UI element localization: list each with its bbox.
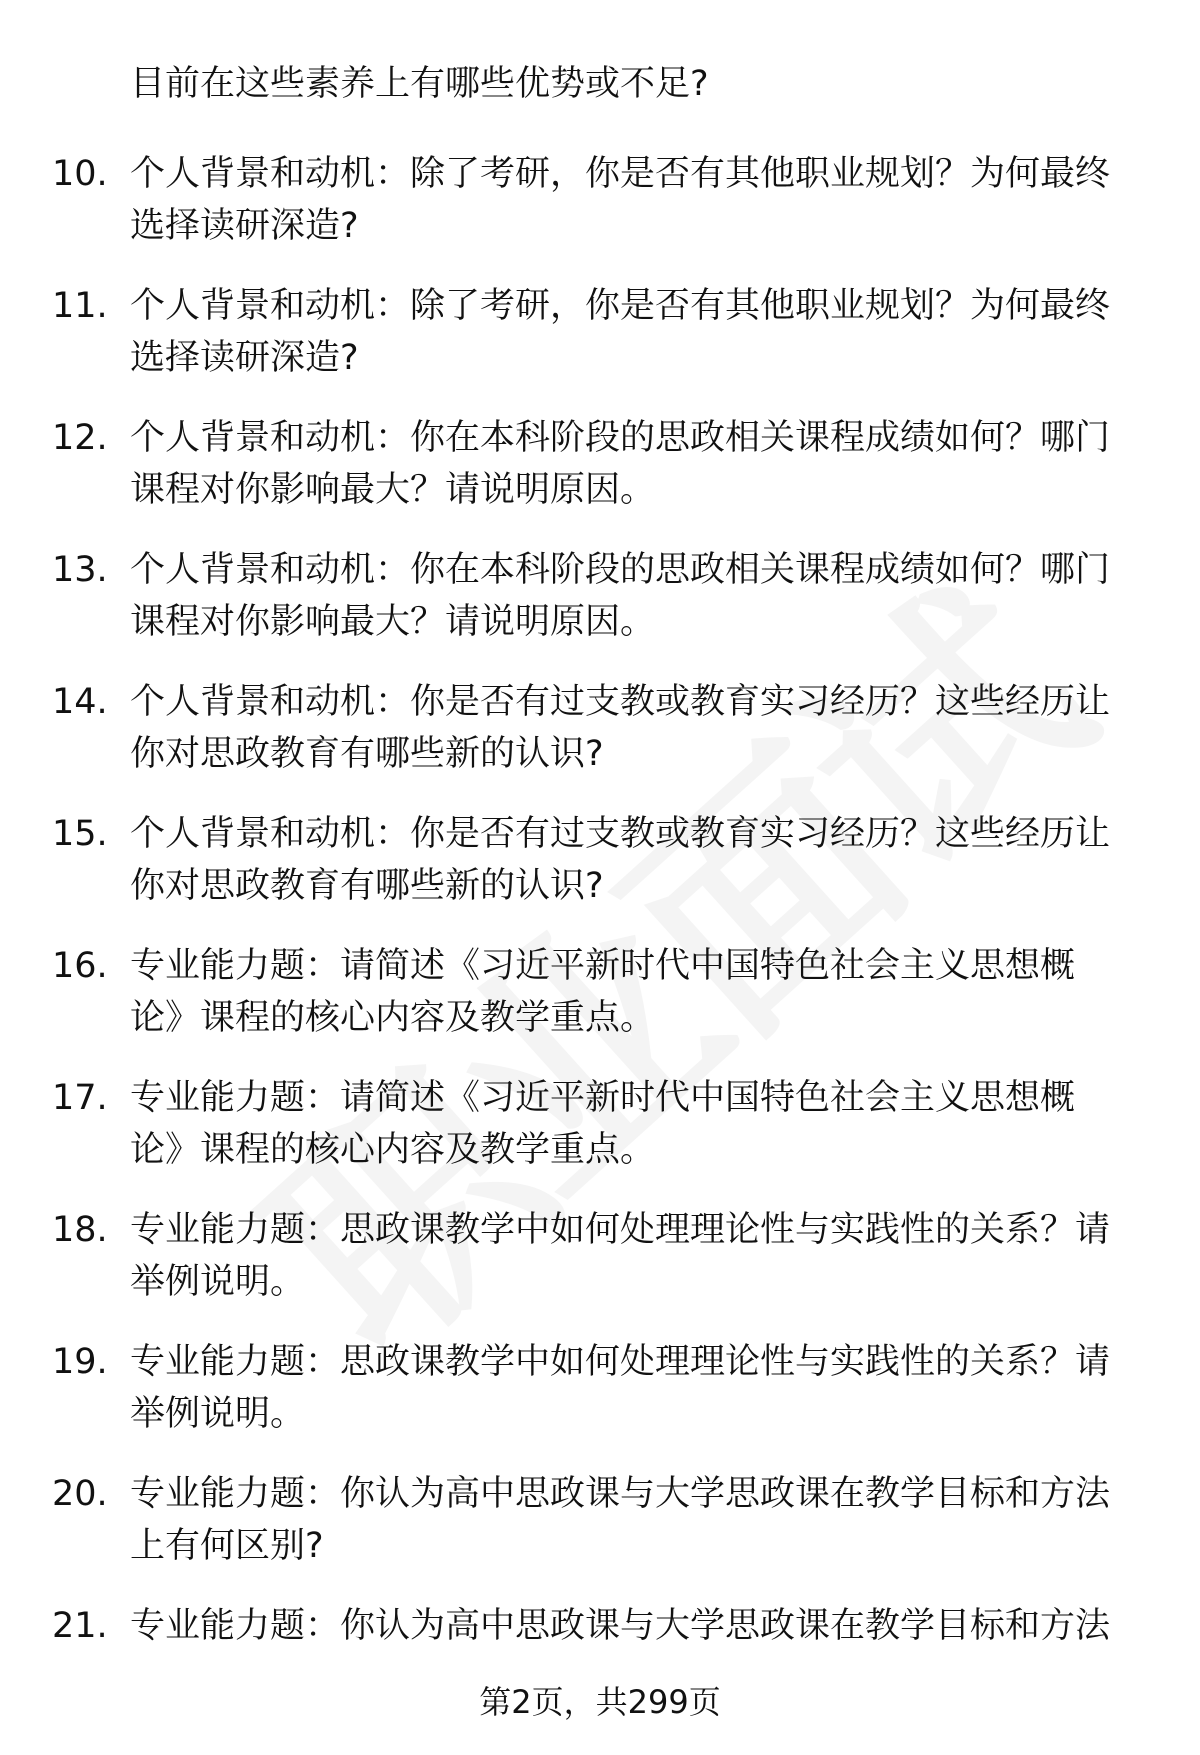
question-line: 举例说明。 (130, 1394, 306, 1434)
question-item (0, 1318, 1200, 1450)
question-text (130, 1204, 1150, 1308)
question-item (0, 790, 1200, 922)
page-indicator: 第2页，共299页 (479, 1683, 721, 1721)
question-line: 个人背景和动机：除了考研，你是否有其他职业规划？为何最终 (130, 286, 1111, 326)
question-text (130, 1468, 1150, 1572)
question-text (130, 280, 1150, 384)
question-list (0, 130, 1200, 1714)
question-line: 论》课程的核心内容及教学重点。 (130, 998, 656, 1038)
question-line: 专业能力题：请简述《习近平新时代中国特色社会主义思想概 (130, 946, 1076, 986)
question-line: 个人背景和动机：你是否有过支教或教育实习经历？这些经历让 (130, 682, 1111, 722)
question-line: 个人背景和动机：你在本科阶段的思政相关课程成绩如何？哪门 (130, 418, 1111, 458)
question-text (130, 1600, 1150, 1652)
question-line: 专业能力题：思政课教学中如何处理理论性与实践性的关系？请 (130, 1342, 1111, 1382)
question-item (0, 526, 1200, 658)
question-number: 21. (52, 1606, 108, 1646)
question-line: 论》课程的核心内容及教学重点。 (130, 1130, 656, 1170)
question-line: 个人背景和动机：除了考研，你是否有其他职业规划？为何最终 (130, 154, 1111, 194)
question-text (130, 544, 1150, 648)
question-line: 选择读研深造? (130, 338, 359, 378)
question-number: 14. (52, 682, 108, 722)
question-item (0, 394, 1200, 526)
question-line: 你对思政教育有哪些新的认识? (130, 734, 604, 774)
question-number: 20. (52, 1474, 108, 1514)
question-number: 13. (52, 550, 108, 590)
question-line: 举例说明。 (130, 1262, 306, 1302)
question-line: 个人背景和动机：你在本科阶段的思政相关课程成绩如何？哪门 (130, 550, 1111, 590)
question-line: 上有何区别? (130, 1526, 324, 1566)
question-text (130, 676, 1150, 780)
question-number: 10. (52, 154, 108, 194)
question-item (0, 130, 1200, 262)
question-line: 个人背景和动机：你是否有过支教或教育实习经历？这些经历让 (130, 814, 1111, 854)
question-number: 11. (52, 286, 108, 326)
question-line: 课程对你影响最大？请说明原因。 (130, 602, 656, 642)
question-number: 16. (52, 946, 108, 986)
question-line: 课程对你影响最大？请说明原因。 (130, 470, 656, 510)
continuation-text: 目前在这些素养上有哪些优势或不足? (130, 64, 709, 104)
question-text (130, 1072, 1150, 1176)
question-number: 19. (52, 1342, 108, 1382)
question-line: 专业能力题：思政课教学中如何处理理论性与实践性的关系？请 (130, 1210, 1111, 1250)
question-number: 17. (52, 1078, 108, 1118)
question-number: 15. (52, 814, 108, 854)
question-text (130, 412, 1150, 516)
question-line: 专业能力题：请简述《习近平新时代中国特色社会主义思想概 (130, 1078, 1076, 1118)
question-item (0, 1186, 1200, 1318)
question-line: 专业能力题：你认为高中思政课与大学思政课在教学目标和方法 (130, 1474, 1111, 1514)
question-item (0, 262, 1200, 394)
question-item (0, 922, 1200, 1054)
question-text (130, 940, 1150, 1044)
question-item (0, 658, 1200, 790)
question-text (130, 808, 1150, 912)
question-line: 选择读研深造? (130, 206, 359, 246)
question-number: 18. (52, 1210, 108, 1250)
question-item (0, 1450, 1200, 1582)
question-item (0, 1054, 1200, 1186)
question-line: 你对思政教育有哪些新的认识? (130, 866, 604, 906)
question-text (130, 1336, 1150, 1440)
question-line: 专业能力题：你认为高中思政课与大学思政课在教学目标和方法 (130, 1606, 1111, 1646)
question-number: 12. (52, 418, 108, 458)
question-text (130, 148, 1150, 252)
